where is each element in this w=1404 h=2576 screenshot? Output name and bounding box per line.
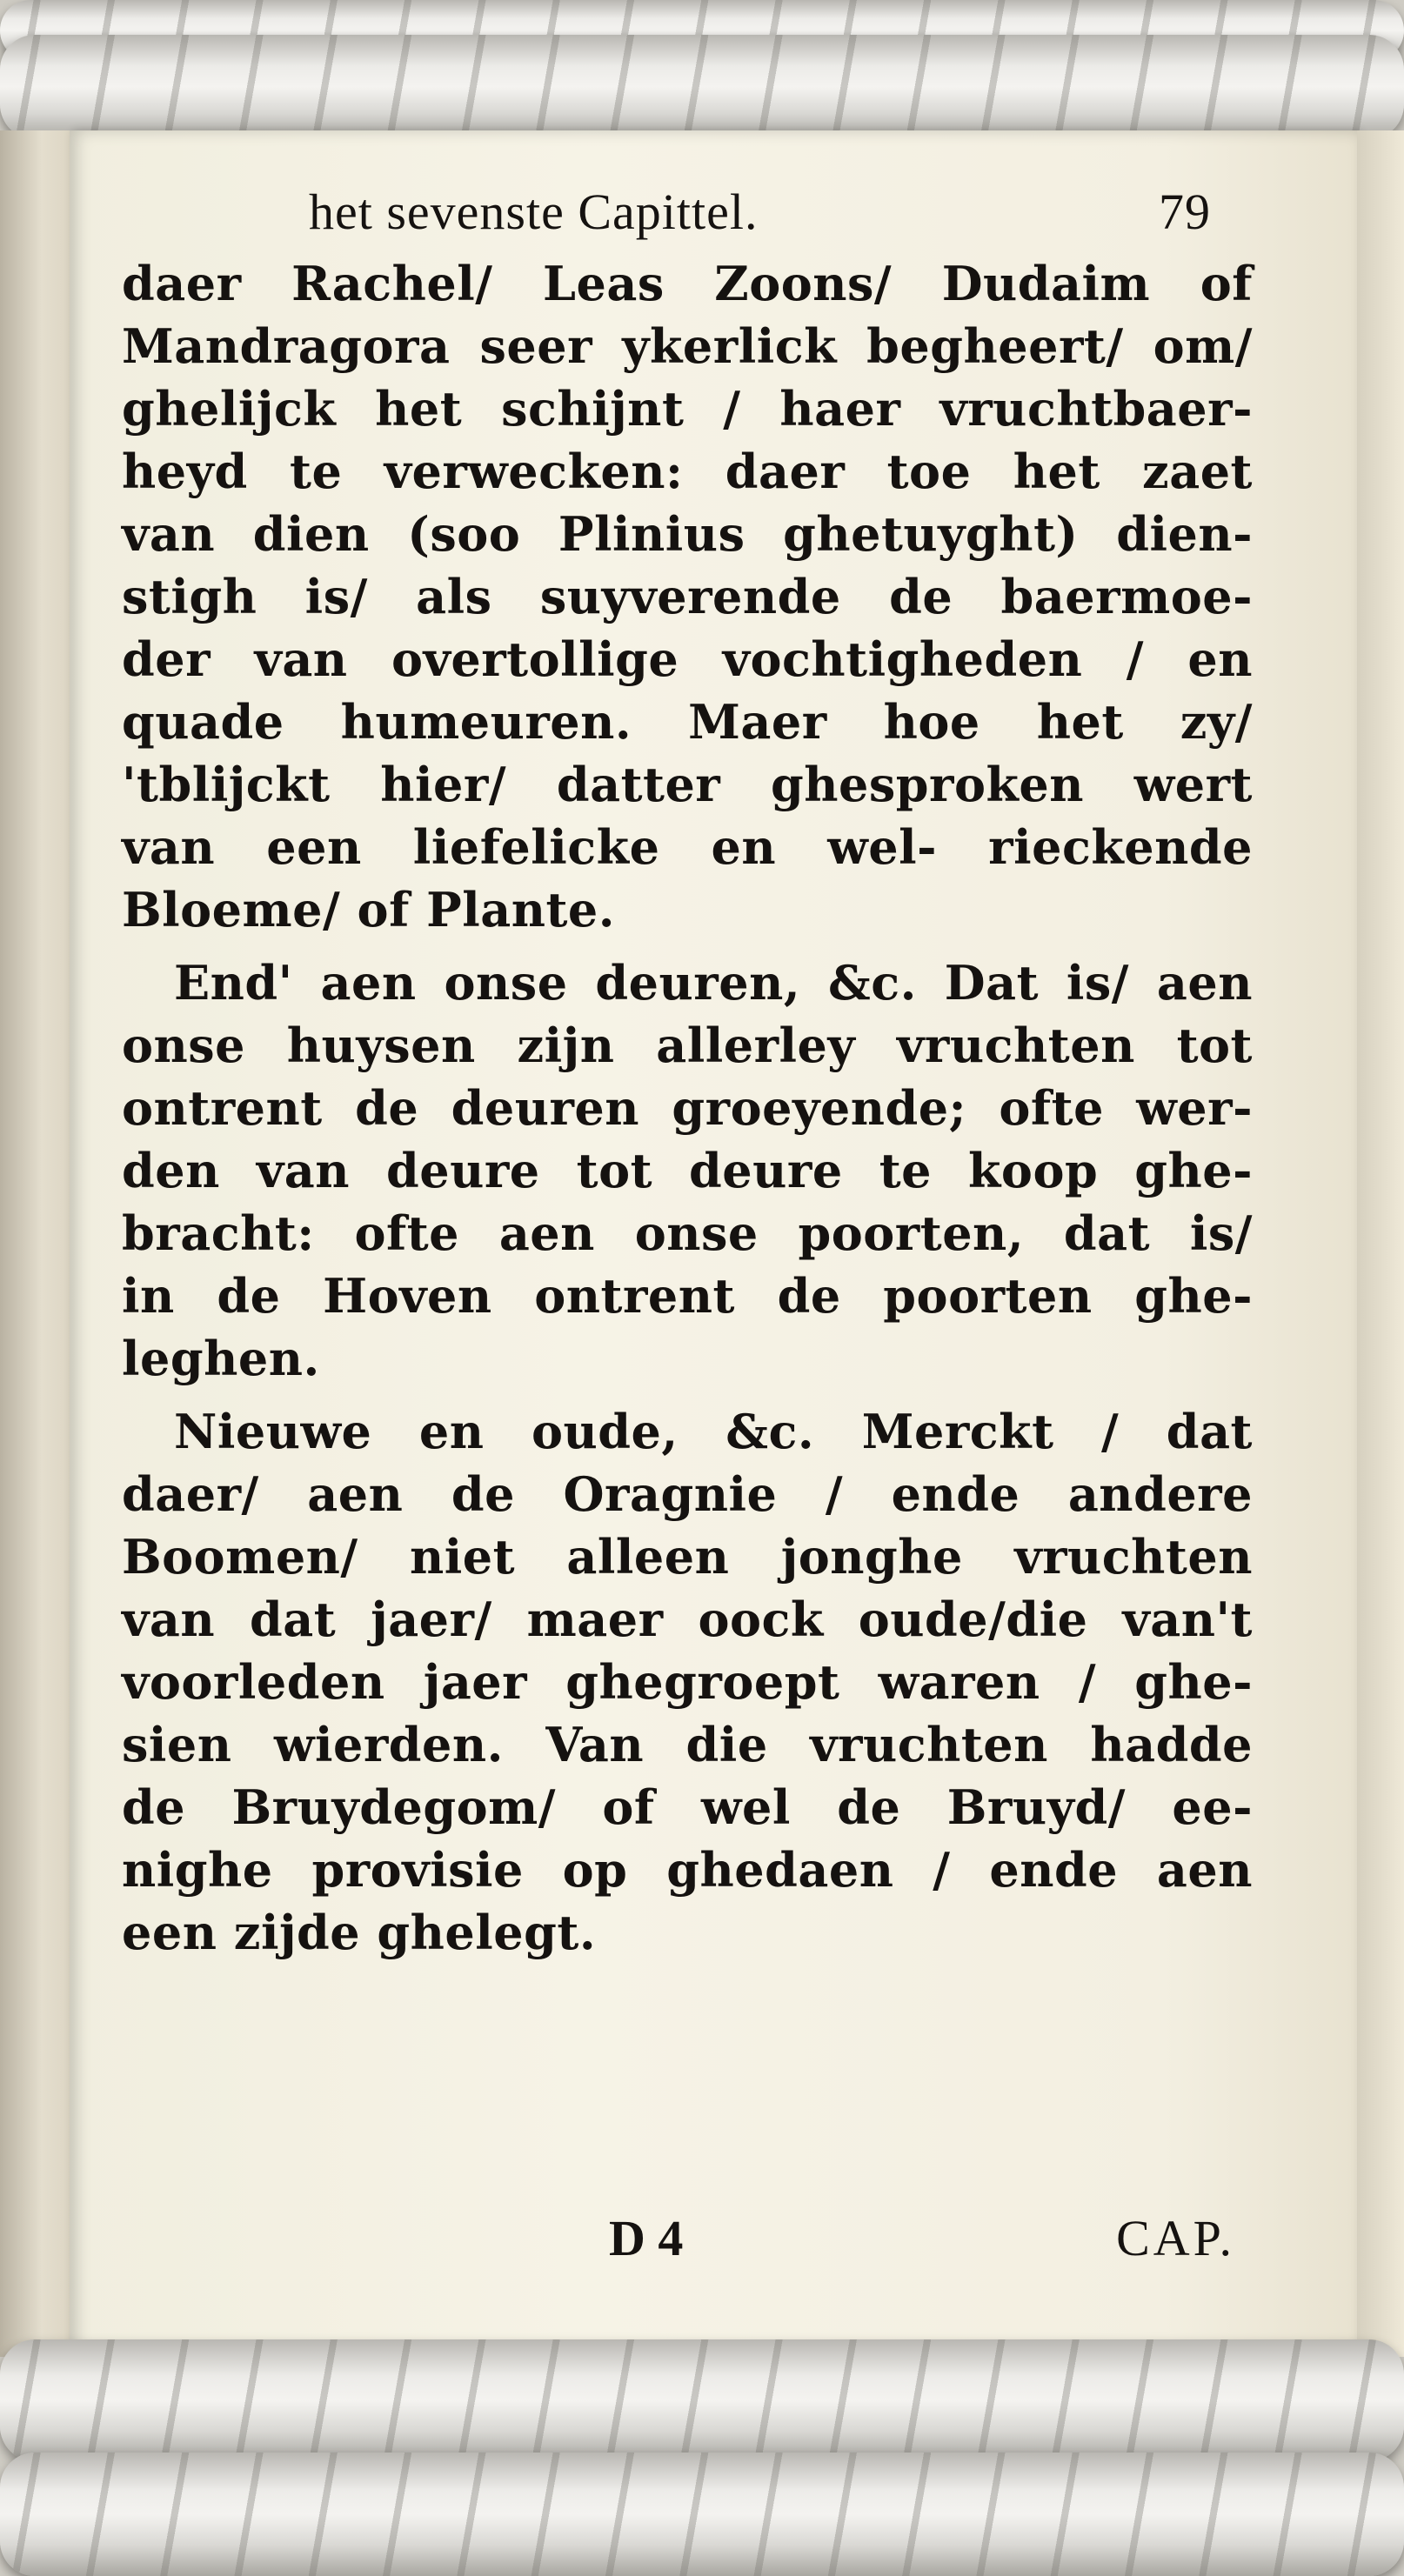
text-line: onse huysen zijn allerley vruchten tot	[122, 1018, 1253, 1073]
text-line: 'tblijckt hier/ datter ghesproken wert	[122, 757, 1253, 812]
text-line: quade humeuren. Maer hoe het zy/	[122, 694, 1253, 750]
signature-mark: D 4	[609, 2210, 684, 2266]
page-fore-edge	[1357, 130, 1404, 2357]
text-line: een zijde ghelegt.	[122, 1905, 597, 1960]
paragraph-2	[122, 951, 1253, 1390]
page-number: 79	[1159, 184, 1211, 240]
text-line: nighe provisie op ghedaen / ende aen	[122, 1842, 1253, 1898]
text-line: daer Rachel/ Leas Zoons/ Dudaim of	[122, 256, 1253, 311]
text-line: Nieuwe en oude, &c. Merckt / dat	[174, 1404, 1253, 1459]
text-line: Boomen/ niet alleen jonghe vruchten	[122, 1529, 1253, 1585]
text-line: heyd te verwecken: daer toe het zaet	[122, 444, 1253, 499]
text-line: ghelijck het schijnt / haer vruchtbaer-	[122, 381, 1253, 437]
text-line: Mandragora seer ykerlick begheert/ om/	[122, 318, 1253, 374]
text-line: voorleden jaer ghegroept waren / ghe-	[122, 1654, 1253, 1710]
text-line: leghen.	[122, 1331, 320, 1386]
text-line: van dien (soo Plinius ghetuyght) dien-	[122, 506, 1253, 562]
cord-weight-bottom	[0, 2339, 1404, 2461]
text-line: sien wierden. Van die vruchten hadde	[122, 1717, 1253, 1772]
text-line: End' aen onse deuren, &c. Dat is/ aen	[174, 955, 1253, 1011]
cord-weight-top	[0, 35, 1404, 139]
text-line: van dat jaer/ maer oock oude/die van't	[122, 1592, 1253, 1647]
catchword: CAP.	[1116, 2210, 1235, 2266]
text-line: bracht: ofte aen onse poorten, dat is/	[122, 1205, 1253, 1261]
running-head-title: het sevenste Capittel.	[309, 184, 759, 240]
text-line: der van overtollige vochtigheden / en	[122, 631, 1253, 687]
page-footer	[122, 2209, 1253, 2287]
text-line: ontrent de deuren groeyende; ofte wer-	[122, 1080, 1253, 1136]
paragraph-3	[122, 1400, 1253, 1964]
page-text	[122, 183, 1253, 1964]
text-line: de Bruydegom/ of wel de Bruyd/ ee-	[122, 1779, 1253, 1835]
cord-weight-bottom-front	[0, 2453, 1404, 2576]
paragraph-1	[122, 252, 1253, 941]
text-line: Bloeme/ of Plante.	[122, 882, 616, 938]
text-line: in de Hoven ontrent de poorten ghe-	[122, 1268, 1253, 1324]
running-head	[122, 183, 1253, 252]
facing-page-edge	[0, 130, 70, 2357]
text-line: stigh is/ als suyverende de baermoe-	[122, 569, 1253, 624]
text-line: daer/ aen de Oragnie / ende andere	[122, 1466, 1253, 1522]
text-line: den van deure tot deure te koop ghe-	[122, 1143, 1253, 1198]
text-line: van een liefelicke en wel- rieckende	[122, 819, 1253, 875]
